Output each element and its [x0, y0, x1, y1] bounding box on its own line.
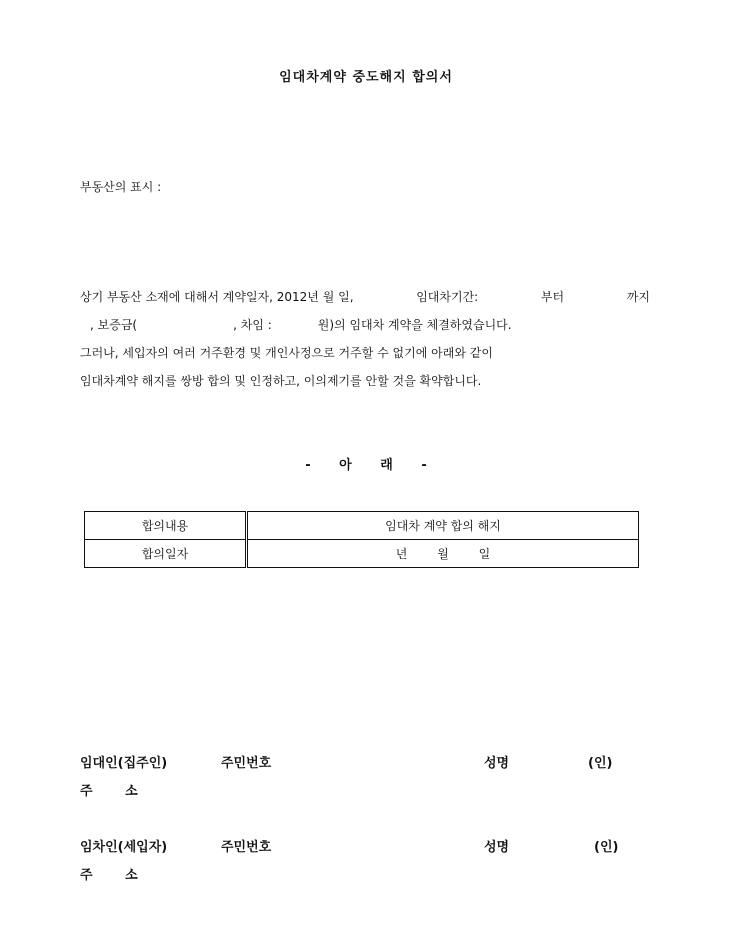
- rent-label: , 차임 :: [233, 318, 272, 332]
- agreement-content-value: 임대차 계약 합의 해지: [247, 512, 639, 540]
- lease-period-label: 임대차기간:: [416, 290, 479, 304]
- landlord-seal: (인): [588, 756, 613, 771]
- agreement-content-label: 합의내용: [85, 512, 247, 540]
- contract-date-text: 상기 부동산 소재에 대해서 계약일자, 2012년 월 일,: [80, 290, 354, 304]
- table-row: [85, 540, 639, 568]
- landlord-role: 임대인(집주인): [80, 756, 168, 771]
- agreement-date-value: 년 월 일: [247, 540, 639, 568]
- agreement-date-label: 합의일자: [85, 540, 247, 568]
- landlord-address-label: 주 소: [80, 784, 152, 799]
- contract-conclusion-text: 원)의 임대차 계약을 체결하였습니다.: [317, 318, 512, 332]
- heading-char-b: 래: [380, 458, 393, 473]
- tenant-role: 임차인(세입자): [80, 840, 168, 855]
- paragraph-line-1: [80, 288, 650, 305]
- heading-char-a: 아: [339, 458, 352, 473]
- landlord-id-label: 주민번호: [221, 756, 272, 771]
- paragraph-line-2: [80, 316, 650, 333]
- agreement-table: [84, 511, 639, 568]
- paragraph-line-4: 임대차계약 해지를 쌍방 합의 및 인정하고, 이의제기를 안할 것을 확약합니다.: [80, 374, 482, 388]
- property-label: 부동산의 표시 :: [80, 180, 162, 194]
- section-heading: [0, 454, 732, 473]
- tenant-address-label: 주 소: [80, 868, 152, 883]
- deposit-label: , 보증금(: [90, 318, 138, 332]
- landlord-name-label: 성명: [484, 756, 510, 771]
- paragraph-line-3: 그러나, 세입자의 여러 거주환경 및 개인사정으로 거주할 수 없기에 아래와 같이: [80, 346, 493, 360]
- heading-dash-left: -: [305, 458, 311, 473]
- tenant-seal: (인): [594, 840, 619, 855]
- tenant-name-label: 성명: [484, 840, 510, 855]
- heading-dash-right: -: [421, 458, 427, 473]
- table-row: [85, 512, 639, 540]
- from-label: 부터: [540, 290, 565, 304]
- document-title: 임대차계약 중도해지 합의서: [279, 70, 453, 85]
- tenant-id-label: 주민번호: [221, 840, 272, 855]
- until-label: 까지: [626, 290, 650, 304]
